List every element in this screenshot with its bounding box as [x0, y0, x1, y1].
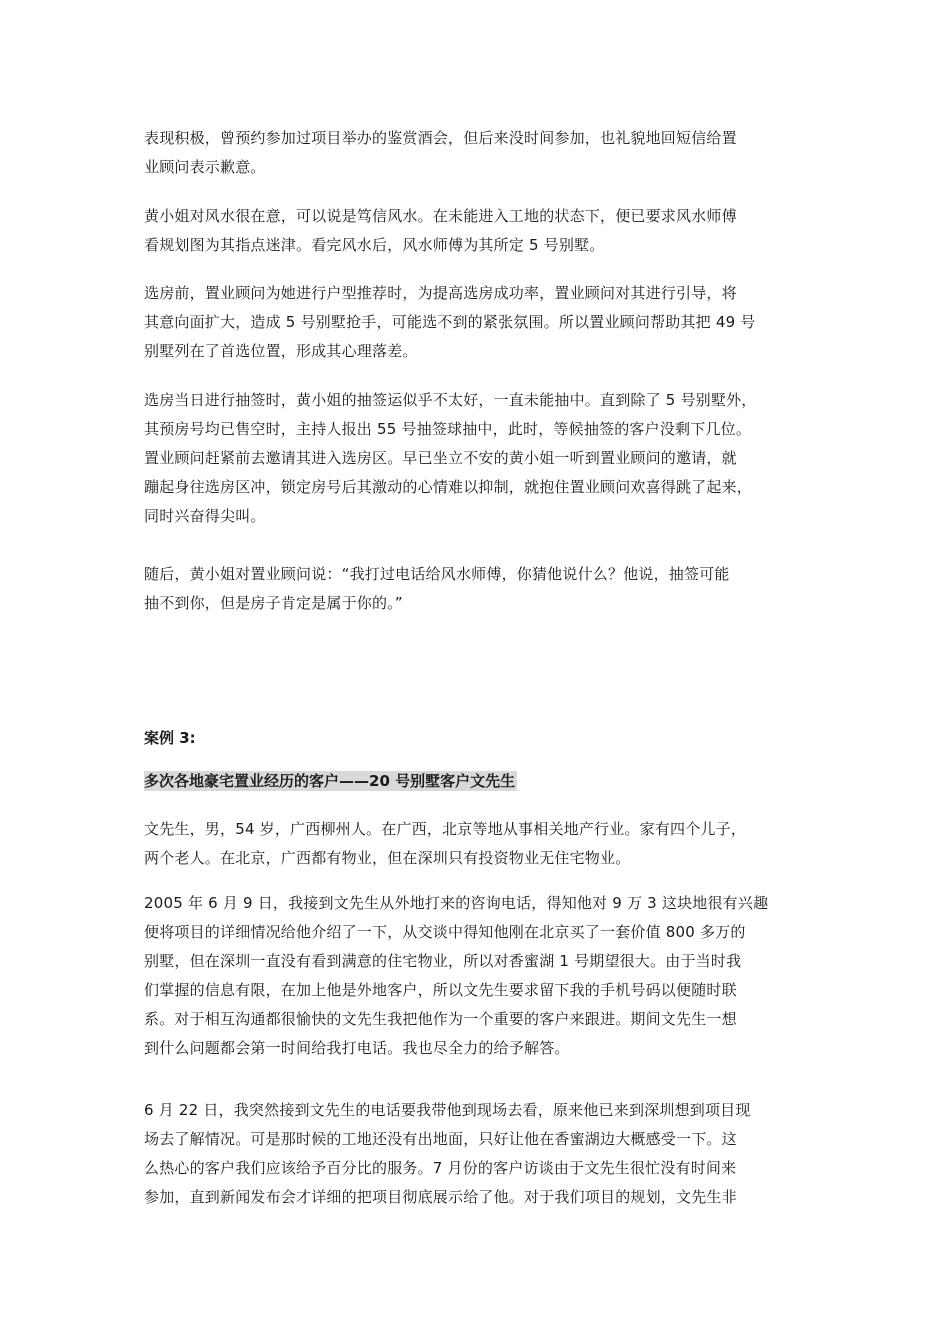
case-label: [144, 727, 196, 749]
text-line: 场去了解情况。可是那时候的工地还没有出地面，只好让他在香蜜湖边大概感受一下。这: [144, 1130, 737, 1148]
paragraph: [144, 889, 824, 1063]
paragraph: [144, 1096, 824, 1212]
text-line: 选房当日进行抽签时，黄小姐的抽签运似乎不太好，一直未能抽中。直到除了 5 号别墅外，: [144, 391, 757, 409]
text-line: 么热心的客户我们应该给予百分比的服务。7 月份的客户访谈由于文先生很忙没有时间来: [144, 1159, 737, 1177]
text-line: 们掌握的信息有限，在加上他是外地客户，所以文先生要求留下我的手机号码以便随时联: [144, 981, 737, 999]
text-line: 文先生，男，54 岁，广西柳州人。在广西，北京等地从事相关地产行业。家有四个儿子，: [144, 820, 747, 838]
text-line: 便将项目的详细情况给他介绍了一下，从交谈中得知他刚在北京买了一套价值 800 多万的: [144, 923, 746, 941]
text-line: 6 月 22 日，我突然接到文先生的电话要我带他到现场去看，原来他已来到深圳想到项目现: [144, 1101, 751, 1119]
text-line: 选房前，置业顾问为她进行户型推荐时，为提高选房成功率，置业顾问对其进行引导，将: [144, 284, 737, 302]
text-line: 两个老人。在北京，广西都有物业，但在深圳只有投资物业无住宅物业。: [144, 849, 631, 867]
paragraph: [144, 560, 824, 618]
text-line: 蹦起身往选房区冲，锁定房号后其激动的心情难以抑制，就抱住置业顾问欢喜得跳了起来，: [144, 478, 753, 496]
text-line: 置业顾问赶紧前去邀请其进入选房区。早已坐立不安的黄小姐一听到置业顾问的邀请，就: [144, 449, 737, 467]
text-line: 业顾问表示歉意。: [144, 158, 266, 176]
text-line: 同时兴奋得尖叫。: [144, 507, 266, 525]
paragraph: [144, 279, 824, 366]
text-line: 黄小姐对风水很在意，可以说是笃信风水。在未能进入工地的状态下，便已要求风水师傅: [144, 207, 737, 225]
text-line: 别墅列在了首选位置，形成其心理落差。: [144, 342, 418, 360]
text-line: 抽不到你，但是房子肯定是属于你的。”: [144, 594, 403, 612]
paragraph: [144, 124, 824, 182]
text-line: 随后，黄小姐对置业顾问说：“我打过电话给风水师傅，你猜他说什么？他说，抽签可能: [144, 565, 730, 583]
case-title-text: 多次各地豪宅置业经历的客户——20 号别墅客户文先生: [144, 772, 516, 790]
paragraph: [144, 202, 824, 260]
text-line: 表现积极，曾预约参加过项目举办的鉴赏酒会，但后来没时间参加，也礼貌地回短信给置: [144, 129, 737, 147]
text-line: 2005 年 6 月 9 日，我接到文先生从外地打来的咨询电话，得知他对 9 万 3 这块地很有兴趣: [144, 894, 769, 912]
text-line: 到什么问题都会第一时间给我打电话。我也尽全力的给予解答。: [144, 1039, 570, 1057]
text-line: 其预房号均已售空时，主持人报出 55 号抽签球抽中，此时，等候抽签的客户没剩下几位。: [144, 420, 752, 438]
text-line: 系。对于相互沟通都很愉快的文先生我把他作为一个重要的客户来跟进。期间文先生一想: [144, 1010, 737, 1028]
text-line: 其意向面扩大，造成 5 号别墅抢手，可能选不到的紧张氛围。所以置业顾问帮助其把 49 号: [144, 313, 756, 331]
text-line: 看规划图为其指点迷津。看完风水后，风水师傅为其所定 5 号别墅。: [144, 236, 605, 254]
text-line: 别墅，但在深圳一直没有看到满意的住宅物业，所以对香蜜湖 1 号期望很大。由于当时我: [144, 952, 742, 970]
paragraph: [144, 815, 824, 873]
case-title: [144, 770, 517, 792]
paragraph: [144, 386, 824, 531]
case-label-text: 案例 3:: [144, 729, 196, 747]
text-line: 参加，直到新闻发布会才详细的把项目彻底展示给了他。对于我们项目的规划，文先生非: [144, 1188, 737, 1206]
